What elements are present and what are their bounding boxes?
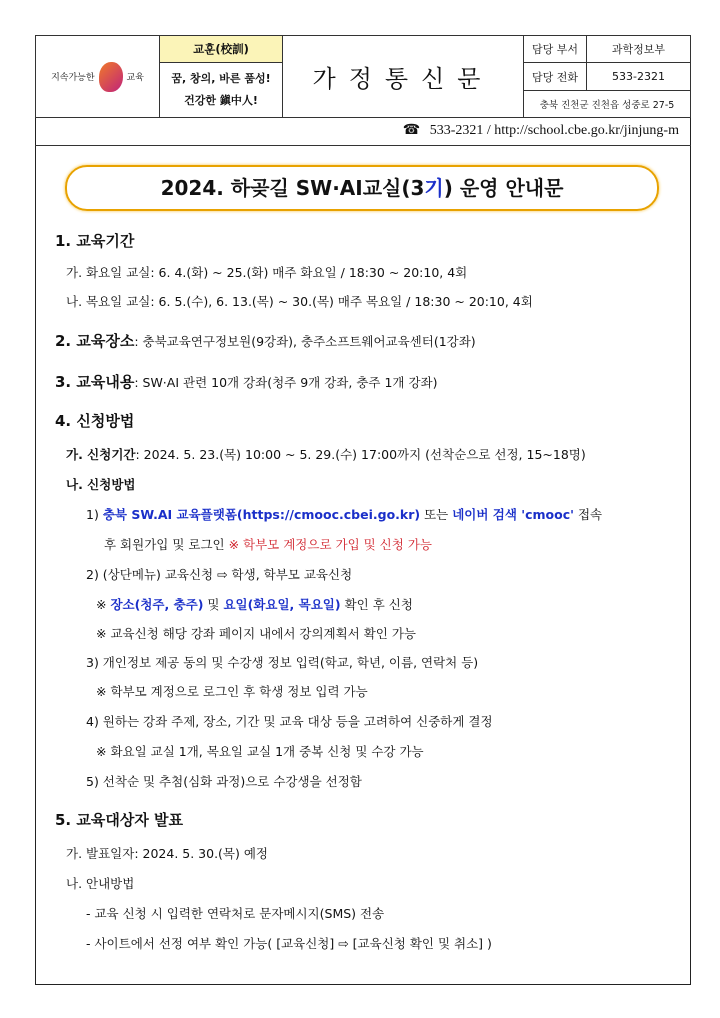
list-item: 2) (상단메뉴) 교육신청 ⇨ 학생, 학부모 교육신청 [86,567,353,582]
note [96,595,413,613]
section-heading: 1. 교육기간 [55,232,135,250]
highlight-text: 장소(청주, 충주) [110,597,204,612]
warning-text: ※ 학부모 계정으로 가입 및 신청 가능 [228,537,432,552]
list-item: 가. 발표일자: 2024. 5. 30.(목) 예정 [66,846,268,861]
highlight-text: 요일(화요일, 목요일) [223,597,341,612]
newsletter-header [35,35,691,118]
item-text: 후 회원가입 및 로그인 [104,537,229,552]
list-item [66,445,586,463]
phone-value: 533-2321 [587,63,691,91]
item-number: 1) [86,507,99,522]
list-item [86,505,602,523]
list-item: 가. 화요일 교실: 6. 4.(화) ~ 25.(화) 매주 화요일 / 18:30 ~ 20:10, 4회 [66,265,468,280]
section-text: : SW·AI 관련 10개 강좌(청주 9개 강좌, 충주 1개 강좌) [134,375,438,390]
section-3 [55,371,437,392]
item-text: 접속 [573,507,603,522]
phone-label: 담당 전화 [524,63,587,91]
section-heading: 3. 교육내용 [55,373,135,391]
list-item: 나. 안내방법 [66,876,135,891]
item-text: 및 [203,597,224,612]
logo-mark-icon [99,62,123,92]
item-heading: 가. 신청기간 [66,447,136,462]
telephone-icon: ☎ [402,123,424,138]
note: ※ 학부모 계정으로 로그인 후 학생 정보 입력 가능 [96,684,368,699]
motto-line: 건강한 鎭中人! [184,94,258,107]
item-text: 또는 [420,507,453,522]
section-2 [55,330,476,351]
item-text: 확인 후 신청 [340,597,413,612]
contact-text: 533-2321 / http://school.cbe.go.kr/jinjung-m [429,123,679,138]
note: ※ 교육신청 해당 강좌 페이지 내에서 강의계획서 확인 가능 [96,626,416,641]
item-text: : 2024. 5. 23.(목) 10:00 ~ 5. 29.(수) 17:00까지 (선착순으로 선정, 15~18명) [135,447,586,462]
motto-line: 꿈, 창의, 바른 품성! [171,72,271,85]
dept-value: 과학정보부 [587,36,691,63]
logo-text: 교육 [126,73,144,83]
newsletter-title: 가정통신문 [283,36,524,118]
logo-text: 지속가능한 [51,73,95,83]
school-address: 충북 진천군 진천읍 성중로 27-5 [524,91,691,118]
list-item: 5) 선착순 및 추첨(심화 과정)으로 수강생을 선정함 [86,774,362,789]
title-text: 2024. 하곶길 SW·AI교실(3 [160,176,425,200]
highlight-text: 충북 SW.AI 교육플랫폼(https://cmooc.cbei.go.kr) [102,507,421,522]
title-text: ) 운영 안내문 [443,176,564,200]
title-highlight: 기 [424,176,444,200]
list-item: - 사이트에서 선정 여부 확인 가능( [교육신청] ⇨ [교육신청 확인 및 취소] ) [86,936,492,951]
dept-label: 담당 부서 [524,36,587,63]
section-heading: 2. 교육장소 [55,332,135,350]
list-item [104,535,432,553]
list-item: - 교육 신청 시 입력한 연락처로 문자메시지(SMS) 전송 [86,906,385,921]
school-logo [36,36,160,118]
motto [160,63,283,118]
highlight-text: 네이버 검색 'cmooc' [452,507,574,522]
list-item: 3) 개인정보 제공 동의 및 수강생 정보 입력(학교, 학년, 이름, 연락처 등) [86,655,479,670]
note: ※ 화요일 교실 1개, 목요일 교실 1개 중복 신청 및 수강 가능 [96,744,424,759]
note-mark: ※ [96,597,111,612]
item-heading: 나. 신청방법 [66,477,136,492]
section-text: : 충북교육연구정보원(9강좌), 충주소프트웨어교육센터(1강좌) [134,334,476,349]
section-heading: 4. 신청방법 [55,412,135,430]
list-item: 나. 목요일 교실: 6. 5.(수), 6. 13.(목) ~ 30.(목) 매주 목요일 / 18:30 ~ 20:10, 4회 [66,294,533,309]
list-item: 4) 원하는 강좌 주제, 장소, 기간 및 교육 대상 등을 고려하여 신중하게 결정 [86,714,493,729]
section-heading: 5. 교육대상자 발표 [55,811,184,829]
motto-heading: 교훈(校訓) [160,36,283,63]
document-title [65,165,659,211]
contact-row [35,117,691,146]
